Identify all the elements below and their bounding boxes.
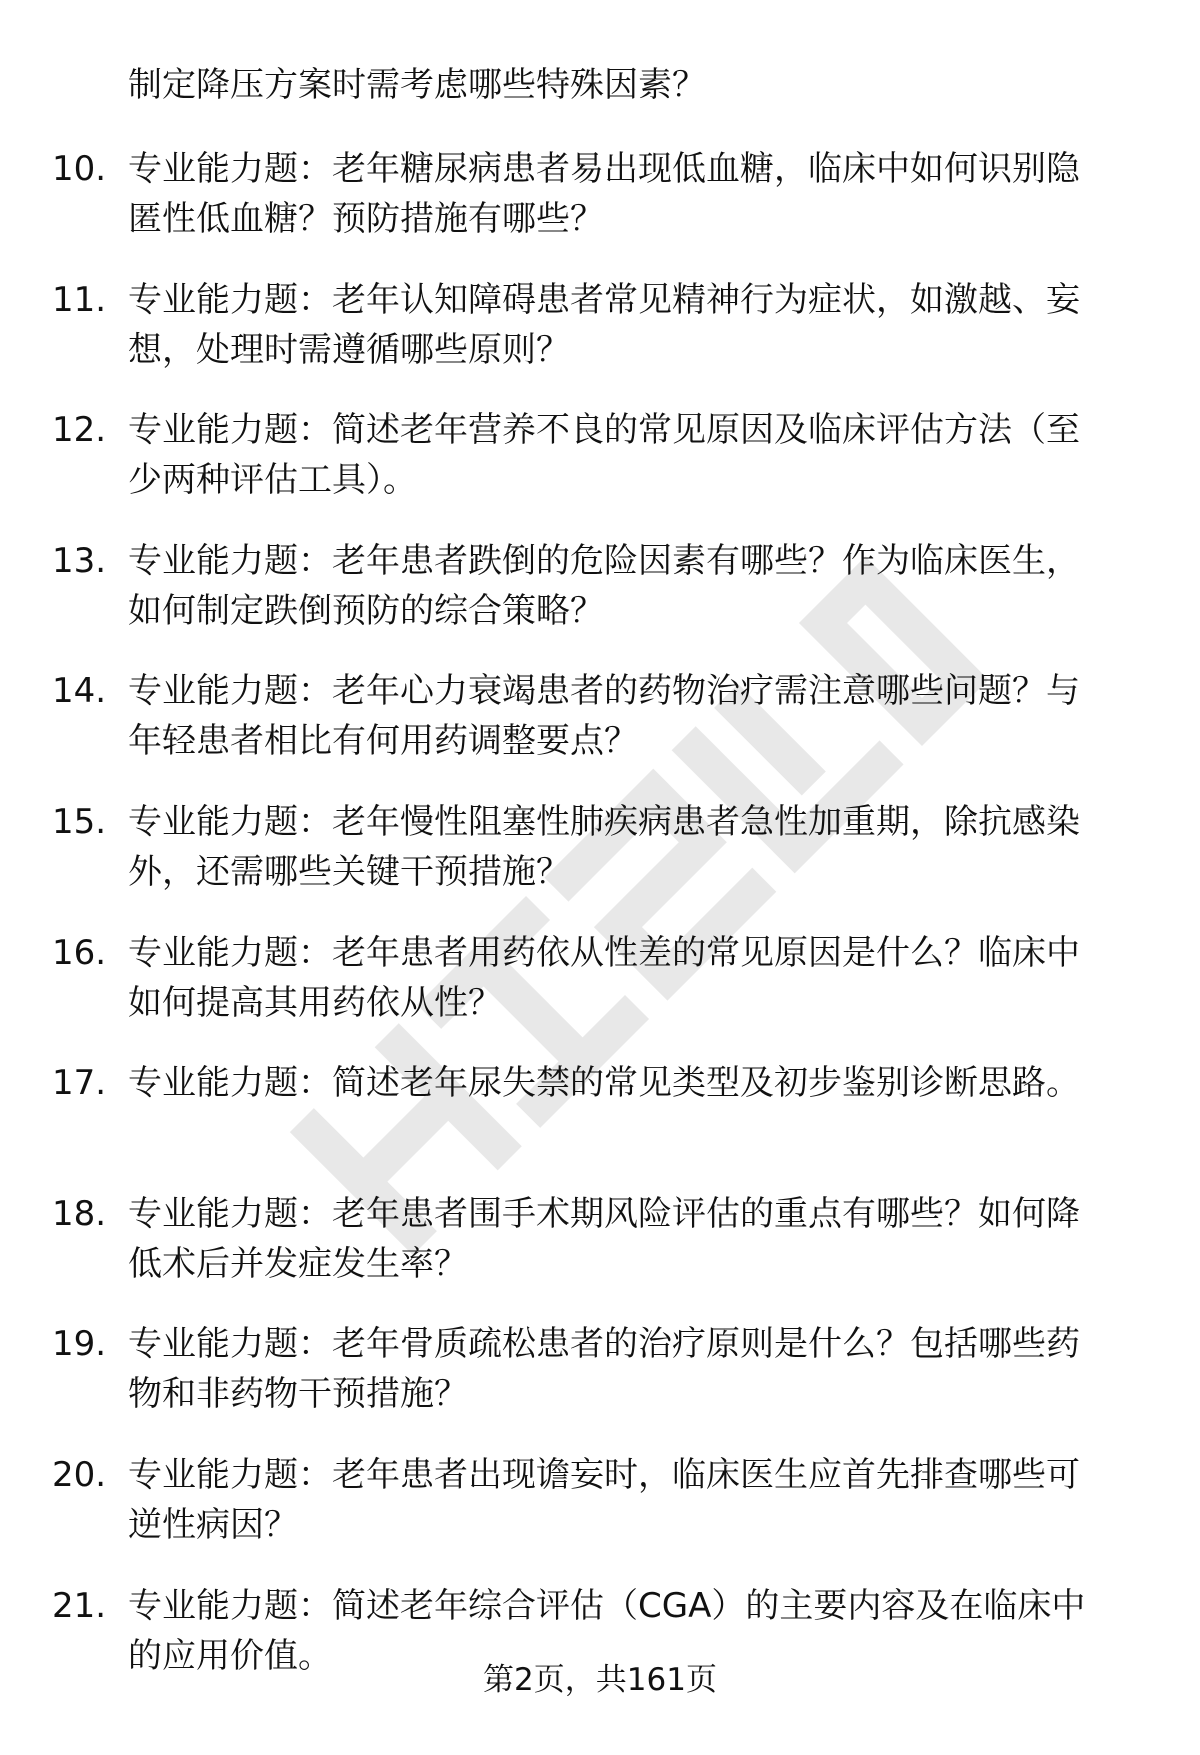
question-text [128,666,1138,766]
question-text [128,928,1138,1028]
question-number: 13. [52,540,107,581]
question-number: 18. [52,1193,107,1234]
question-text-line: 物和非药物干预措施？ [128,1374,468,1415]
question-text-line: 想，处理时需遵循哪些原则？ [128,329,570,370]
question-number: 21. [52,1585,107,1626]
question-item [0,928,1200,1059]
question-text [128,1058,1138,1108]
question-number: 16. [52,932,107,973]
question-item [0,1189,1200,1320]
question-item [0,1319,1200,1450]
question-number: 15. [52,801,107,842]
question-number: 10. [52,149,107,189]
question-number: 12. [52,410,107,451]
question-item [0,1450,1200,1581]
continuation-line: 制定降压方案时需考虑哪些特殊因素？ [128,65,706,105]
question-number: 19. [52,1324,107,1365]
question-text [128,536,1138,636]
question-text-line: 专业能力题：老年慢性阻塞性肺疾病患者急性加重期，除抗感染 [128,801,1080,842]
question-text-line: 如何制定跌倒预防的综合策略？ [128,590,604,631]
question-text [128,144,1138,244]
question-text-line: 专业能力题：简述老年营养不良的常见原因及临床评估方法（至 [128,410,1080,451]
question-text-line: 专业能力题：老年患者用药依从性差的常见原因是什么？临床中 [128,932,1080,973]
question-text-line: 专业能力题：简述老年尿失禁的常见类型及初步鉴别诊断思路。 [128,1063,1080,1104]
question-text-line: 专业能力题：老年心力衰竭患者的药物治疗需注意哪些问题？与 [128,671,1080,712]
question-item [0,797,1200,928]
question-text-line: 专业能力题：老年患者跌倒的危险因素有哪些？作为临床医生， [128,540,1080,581]
question-text [128,275,1138,375]
question-text-line: 的应用价值。 [128,1635,332,1676]
question-text-line: 少两种评估工具）。 [128,460,417,501]
question-text [128,1319,1138,1419]
question-text [128,1450,1138,1550]
question-text-line: 外，还需哪些关键干预措施？ [128,851,570,892]
question-text [128,405,1138,505]
question-text-line: 低术后并发症发生率？ [128,1243,468,1284]
question-text [128,1189,1138,1289]
question-number: 11. [52,279,107,320]
question-text-line: 专业能力题：老年骨质疏松患者的治疗原则是什么？包括哪些药 [128,1324,1080,1365]
question-item [0,536,1200,667]
question-text [128,797,1138,897]
question-number: 20. [52,1454,107,1495]
question-text-line: 专业能力题：老年患者出现谵妄时，临床医生应首先排查哪些可 [128,1454,1080,1495]
question-text-line: 专业能力题：老年糖尿病患者易出现低血糖，临床中如何识别隐 [128,149,1080,189]
question-text-line: 专业能力题：老年认知障碍患者常见精神行为症状，如激越、妄 [128,279,1080,320]
question-number: 14. [52,671,107,712]
question-text-line: 专业能力题：老年患者围手术期风险评估的重点有哪些？如何降 [128,1193,1080,1234]
page-number-footer: 第2页，共161页 [483,1662,717,1698]
question-item [0,144,1200,275]
question-text-line: 匿性低血糖？预防措施有哪些？ [128,199,604,239]
question-item [0,275,1200,406]
question-item [0,405,1200,536]
question-text-line: 专业能力题：简述老年综合评估（CGA）的主要内容及在临床中 [128,1585,1086,1626]
question-item [0,666,1200,797]
question-list [0,144,1200,1711]
question-number: 17. [52,1063,107,1104]
question-text-line: 逆性病因？ [128,1504,298,1545]
question-text-line: 如何提高其用药依从性？ [128,982,502,1023]
question-item [0,1058,1200,1189]
question-text-line: 年轻患者相比有何用药调整要点？ [128,721,638,762]
